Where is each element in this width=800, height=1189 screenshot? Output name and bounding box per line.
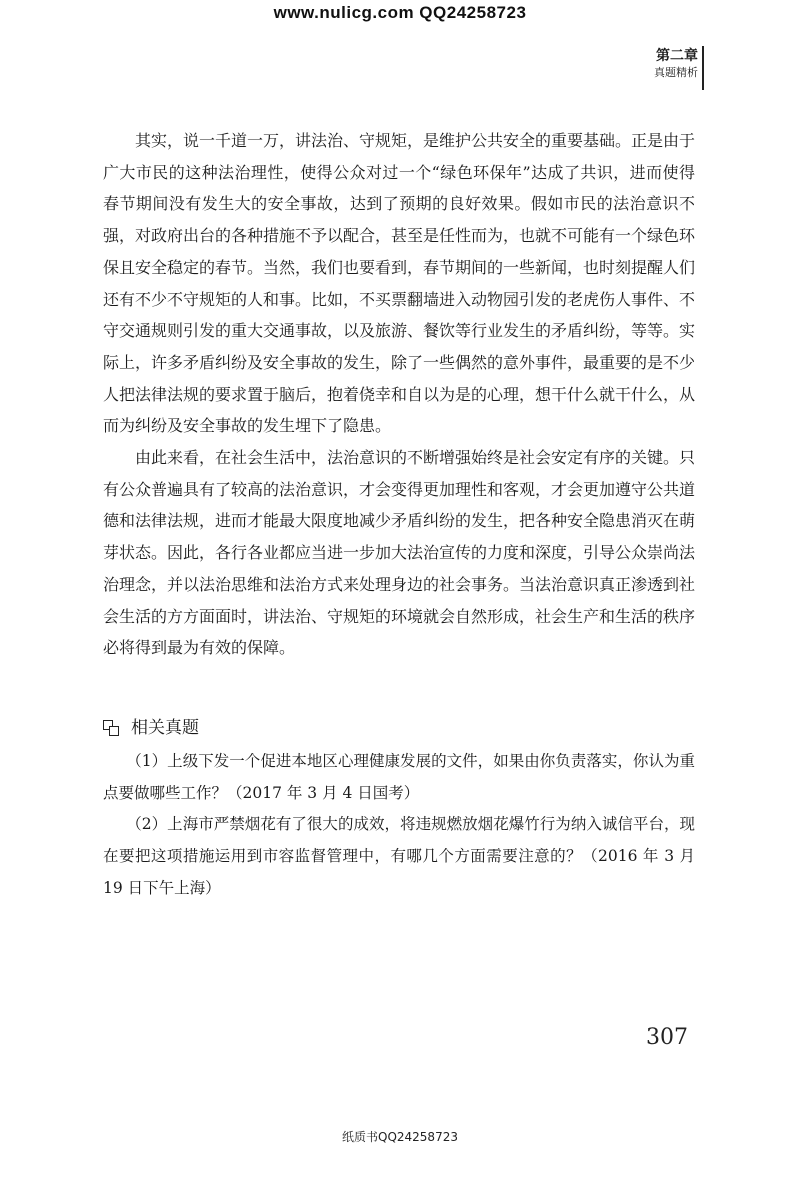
chapter-title: 第二章 [656,48,698,64]
page-body [103,125,695,904]
overlapping-squares-icon [103,720,119,736]
top-watermark: www.nulicg.com QQ24258723 [273,3,527,22]
chapter-header [654,48,698,79]
bottom-watermark: 纸质书QQ24258723 [342,1130,458,1144]
question-item-2: （2）上海市严禁烟花有了很大的成效，将违规燃放烟花爆竹行为纳入诚信平台，现在要把这项措施运用到市容监督管理中，有哪几个方面需要注意的？（2016 年 3 月 19 日下午上海） [103,815,695,897]
chapter-divider [702,46,704,90]
section-heading [103,714,695,742]
chapter-subtitle: 真题精析 [654,65,698,79]
body-paragraph-1: 其实，说一千道一万，讲法治、守规矩，是维护公共安全的重要基础。正是由于广大市民的这种法治理性，使得公众对过一个“绿色环保年”达成了共识，进而使得春节期间没有发生大的安全事故，达到了预期的良好效果。假如市民的法治意识不强，对政府出台的各种措施不予以配合，甚至是任性而为，也就不可能有一个绿色环保且安全稳定的春节。当然，我们也要看到，春节期间的一些新闻，也时刻提醒人们还有不少不守规矩的人和事。比如，不买票翻墙进入动物园引发的老虎伤人事件、不守交通规则引发的重大交通事故，以及旅游、餐饮等行业发生的矛盾纠纷，等等。实际上，许多矛盾纠纷及安全事故的发生，除了一些偶然的意外事件，最重要的是不少人把法律法规的要求置于脑后，抱着侥幸和自以为是的心理，想干什么就干什么，从而为纠纷及安全事故的发生埋下了隐患。 [103,131,696,436]
page-number: 307 [646,1025,688,1050]
section-heading-text: 相关真题 [131,717,199,738]
question-item-1: （1）上级下发一个促进本地区心理健康发展的文件，如果由你负责落实，你认为重点要做哪些工作？（2017 年 3 月 4 日国考） [103,751,695,802]
question-list [103,746,695,905]
body-paragraph-2: 由此来看，在社会生活中，法治意识的不断增强始终是社会安定有序的关键。只有公众普遍具有了较高的法治意识，才会变得更加理性和客观，才会更加遵守公共道德和法律法规，进而才能最大限度地减少矛盾纠纷的发生，把各种安全隐患消灭在萌芽状态。因此，各行各业都应当进一步加大法治宣传的力度和深度，引导公众崇尚法治理念，并以法治思维和法治方式来处理身边的社会事务。当法治意识真正渗透到社会生活的方方面面时，讲法治、守规矩的环境就会自然形成，社会生产和生活的秩序必将得到最为有效的保障。 [103,448,696,658]
